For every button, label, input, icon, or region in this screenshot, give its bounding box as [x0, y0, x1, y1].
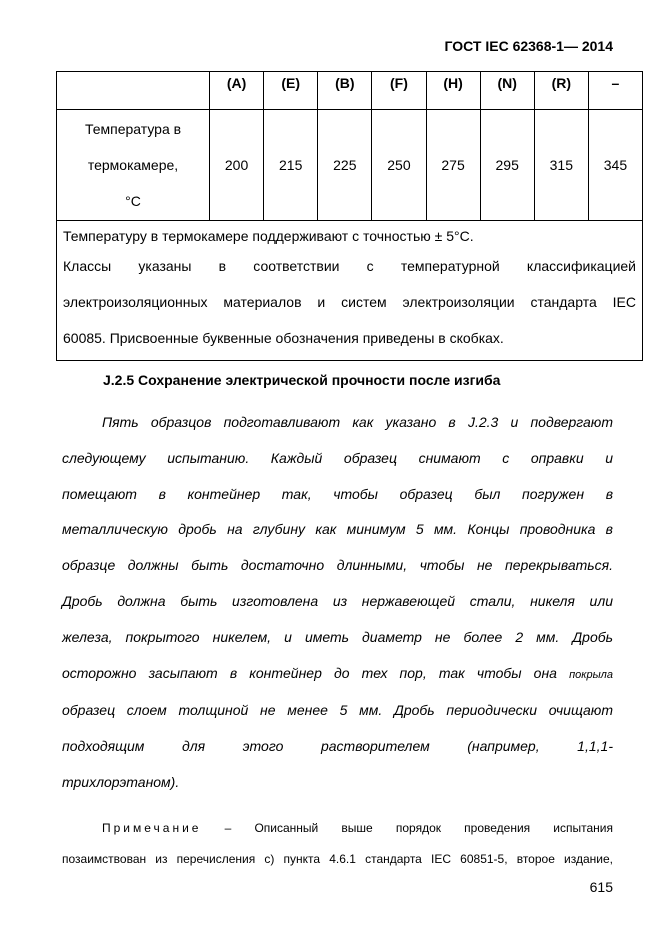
value-cell: 225: [318, 110, 372, 221]
paragraph-line: помещают в контейнер так, чтобы образец был погружен в: [62, 485, 613, 502]
note-text: – Описанный выше порядок проведения испытания: [224, 821, 613, 835]
table-footnote-line: Классы указаны в соответствии с температурной классификацией: [63, 258, 636, 274]
table-corner-cell: [57, 72, 210, 110]
class-label-cell: (F): [372, 72, 426, 110]
document-header: ГОСТ IEC 62368-1— 2014: [444, 38, 613, 54]
table-footnote-tolerance: Температуру в термокамере поддерживают с точностью ± 5°С.: [63, 228, 474, 244]
class-label-cell: (R): [534, 72, 588, 110]
paragraph-line-main: осторожно засыпают в контейнер до тех пор, так чтобы она: [62, 664, 557, 681]
value-cell: 200: [210, 110, 264, 221]
paragraph-line: [62, 656, 613, 694]
value-cell: 250: [372, 110, 426, 221]
value-cell: 295: [480, 110, 534, 221]
value-cell: 345: [588, 110, 642, 221]
paragraph-line: трихлорэтаном).: [62, 773, 180, 790]
class-label-cell: (B): [318, 72, 372, 110]
row-label-line: термокамере,: [87, 157, 179, 173]
paragraph-line: Дробь должна быть изготовлена из нержавеющей стали, никеля или: [62, 592, 613, 609]
paragraph-line: образце должны быть достаточно длинными, чтобы не перекрываться.: [62, 557, 613, 574]
row-label-line: °С: [125, 193, 141, 209]
row-label-line: Температура в: [84, 121, 182, 137]
table-header-row: [57, 72, 643, 110]
page-number: 615: [589, 879, 613, 895]
value-cell: 215: [264, 110, 318, 221]
table-value-row: [57, 110, 643, 221]
note-label: Примечание: [102, 821, 202, 835]
class-label-cell: –: [588, 72, 642, 110]
note-line: [62, 813, 613, 844]
note-line: позаимствован из перечисления c) пункта 4.6.1 стандарта IEC 60851-5, второе издание,: [62, 852, 613, 866]
temperature-table: [56, 71, 643, 361]
table-footnote-cell: [57, 221, 643, 361]
value-cell: 275: [426, 110, 480, 221]
note-block: [62, 813, 613, 875]
paragraph-line: железа, покрытого никелем, и иметь диаметр не более 2 мм. Дробь: [62, 628, 613, 645]
table-footnote-line: 60085. Присвоенные буквенные обозначения приведены в скобках.: [63, 330, 504, 346]
value-cell: 315: [534, 110, 588, 221]
paragraph-line: подходящим для этого растворителем (например, 1,1,1-: [62, 738, 613, 755]
paragraph-line-small: покрыла: [569, 668, 613, 681]
table-footnote-row: [57, 221, 643, 361]
body-paragraph: [62, 405, 613, 801]
class-label-cell: (H): [426, 72, 480, 110]
section-title: J.2.5 Сохранение электрической прочности после изгиба: [103, 372, 501, 388]
class-label-cell: (N): [480, 72, 534, 110]
class-label-cell: (A): [210, 72, 264, 110]
paragraph-line: образец слоем толщиной не менее 5 мм. Дробь периодически очищают: [62, 702, 613, 719]
paragraph-line: Пять образцов подготавливают как указано в J.2.3 и подвергают: [102, 414, 613, 430]
class-label-cell: (E): [264, 72, 318, 110]
paragraph-line: металлическую дробь на глубину как минимум 5 мм. Концы проводника в: [62, 521, 613, 538]
table-footnote-line: электроизоляционных материалов и систем электроизоляции стандарта IEC: [63, 294, 636, 310]
paragraph-line: следующему испытанию. Каждый образец снимают с оправки и: [62, 449, 613, 466]
row-label-cell: [57, 110, 210, 221]
